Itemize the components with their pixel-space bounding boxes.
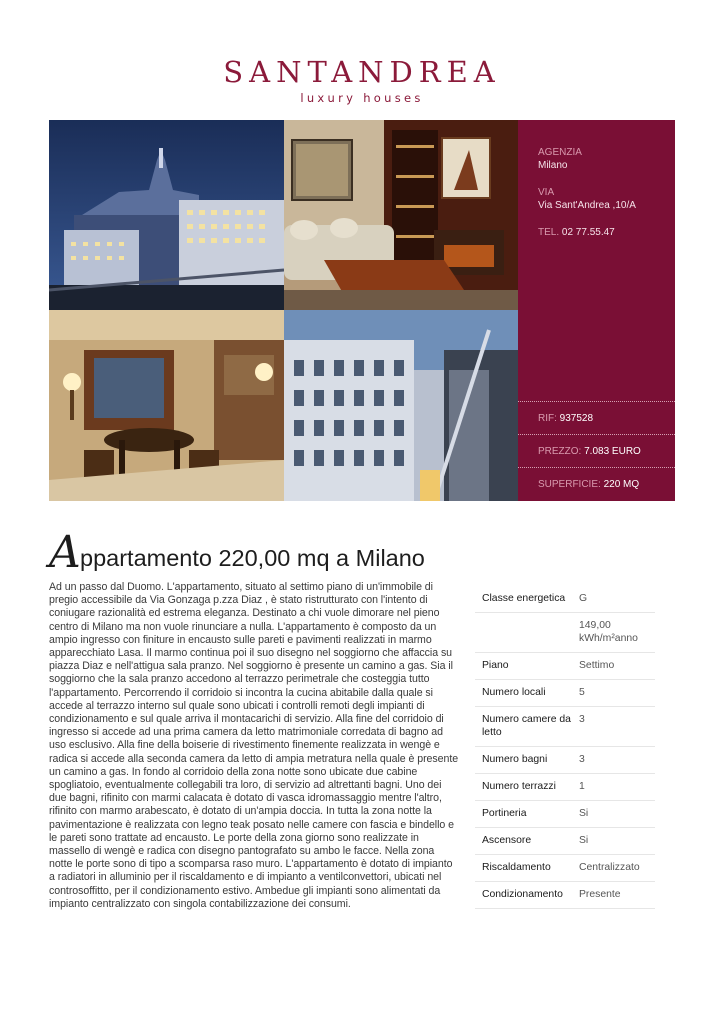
agency-city: Milano: [538, 160, 568, 171]
property-label: Numero bagni: [482, 754, 548, 765]
surface-value: 220 MQ: [603, 479, 640, 490]
property-value: 5: [579, 687, 585, 698]
property-row: [475, 774, 655, 801]
energy-consumption-row: [475, 613, 655, 653]
property-label: Riscaldamento: [482, 862, 551, 873]
energy-class-value: G: [579, 593, 588, 604]
property-label: Piano: [482, 660, 509, 671]
energy-consumption-value: 149,00 kWh/m²anno: [579, 620, 638, 644]
agency-info: [538, 146, 668, 239]
surface-row: [518, 467, 675, 500]
energy-class-label: Classe energetica: [482, 593, 566, 604]
agency-label: AGENZIA: [538, 147, 582, 158]
price-value: 7.083 EURO: [584, 446, 641, 457]
property-value: Si: [579, 808, 589, 819]
property-row: [475, 653, 655, 680]
property-value: Centralizzato: [579, 862, 640, 873]
address-label: VIA: [538, 187, 555, 198]
brand-name: SANTANDREA: [223, 55, 501, 89]
photo-duomo-view: [49, 120, 284, 310]
property-value: 3: [579, 714, 585, 725]
photo-street-view: [284, 310, 518, 501]
properties-table: [475, 586, 655, 909]
property-row: [475, 707, 655, 747]
property-value: 3: [579, 754, 585, 765]
ref-row: [518, 401, 675, 434]
listing-title: [49, 527, 489, 581]
address-value: Via Sant'Andrea ,10/A: [538, 200, 636, 211]
property-row: [475, 855, 655, 882]
phone-label: TEL.: [538, 227, 560, 238]
brand-logo: [0, 56, 724, 105]
property-value: Presente: [579, 889, 621, 900]
phone-line: [538, 226, 668, 239]
property-label: Ascensore: [482, 835, 532, 846]
property-value: Settimo: [579, 660, 615, 671]
property-row: [475, 680, 655, 707]
photo-dining-room: [49, 310, 284, 501]
property-value: Si: [579, 835, 589, 846]
ref-label: RIF:: [538, 413, 557, 424]
price-row: [518, 434, 675, 467]
photo-living-room: [284, 120, 518, 310]
title-initial: A: [49, 527, 81, 578]
property-label: Numero locali: [482, 687, 546, 698]
energy-class-row: [475, 586, 655, 613]
listing-facts: [518, 401, 675, 500]
agency-panel: [518, 120, 675, 501]
phone-value[interactable]: 02 77.55.47: [561, 227, 615, 238]
property-label: Numero camere da letto: [482, 714, 571, 738]
title-text: ppartamento 220,00 mq a Milano: [80, 545, 425, 571]
property-row: [475, 801, 655, 828]
property-label: Condizionamento: [482, 889, 563, 900]
brand-tagline: luxury houses: [300, 91, 424, 105]
price-label: PREZZO:: [538, 446, 582, 457]
property-row: [475, 882, 655, 909]
property-row: [475, 828, 655, 855]
ref-value: 937528: [559, 413, 594, 424]
property-label: Numero terrazzi: [482, 781, 556, 792]
property-value: 1: [579, 781, 585, 792]
surface-label: SUPERFICIE:: [538, 479, 601, 490]
property-label: Portineria: [482, 808, 527, 819]
property-row: [475, 747, 655, 774]
listing-description: Ad un passo dal Duomo. L'appartamento, situato al settimo piano di un'immobile di pregio accessibile da Via Gonzaga p.zza Diaz , è stato ristrutturato con l'intento di coniugare razionalità ed estrema eleganza. Destinato a chi vuole dimorare nel pieno centro di Milano ma non vuole rinunciare a nulla. L'appartamento è composto da un ampio ingresso con finiture in encausto sulle pareti e pavimenti realizzati in marmo apparecchiato Lasa. Il marmo continua poi il suo disegno nel soggiorno che affaccia su piazza Diaz e nell'attigua sala pranzo. Nel soggiorno è presente un camino a gas. Sia il soggiorno che la sala pranzo accedono al terrazzo perimetrale che costeggia tutto l'appartamento. Percorrendo il corridoio si incontra la cucina abitabile dalla quale si accede al terrazzo interno sul quale sono ubicati i controlli remoti degli impianti di condizionamento e sul quale arriva il montacarichi di servizio. Alla fine del corridoio di ingresso si accede ad una prima camera da letto matrimoniale corredata di bagno ad uso esclusivo. Alla fine della boiserie di rivestimento finemente realizzata in wengè e radica si accede alla seconda camera da letto di ampia metratura nella quale è presente un camino a gas. In fondo al corridoio della zona notte sono ubicate due cabine spogliatoio, eventualmente collegabili tra loro, di servizio ad altrettanti bagni. Uno dei due bagni, rifinito con marmi calacata è dotato di vasca idromassaggio mentre l'altro, rifinito con marmo arabescato, è dotato di un'ampia doccia. In tutta la zona notte la pavimentazione è realizzata con legno teak posato nelle camere con fascia e bindello e le pareti sono trattate ad encausto. Le porte della zona giorno sono realizzate in massello di wengè e radica con disegno pantografato su ambo le facce. Nella zona notte le porte sono di tipo a scomparsa raso muro. L'appartamento è dotato di impianto a radiatori in alluminio per il riscaldamento e di impianto a ventilconvettori, ubicati nel controsoffitto, per il condizionamento estivo. Ambedue gli impianti sono alimentati da impianto centralizzato con singola contabilizzazione dei consumi.: [49, 581, 459, 910]
